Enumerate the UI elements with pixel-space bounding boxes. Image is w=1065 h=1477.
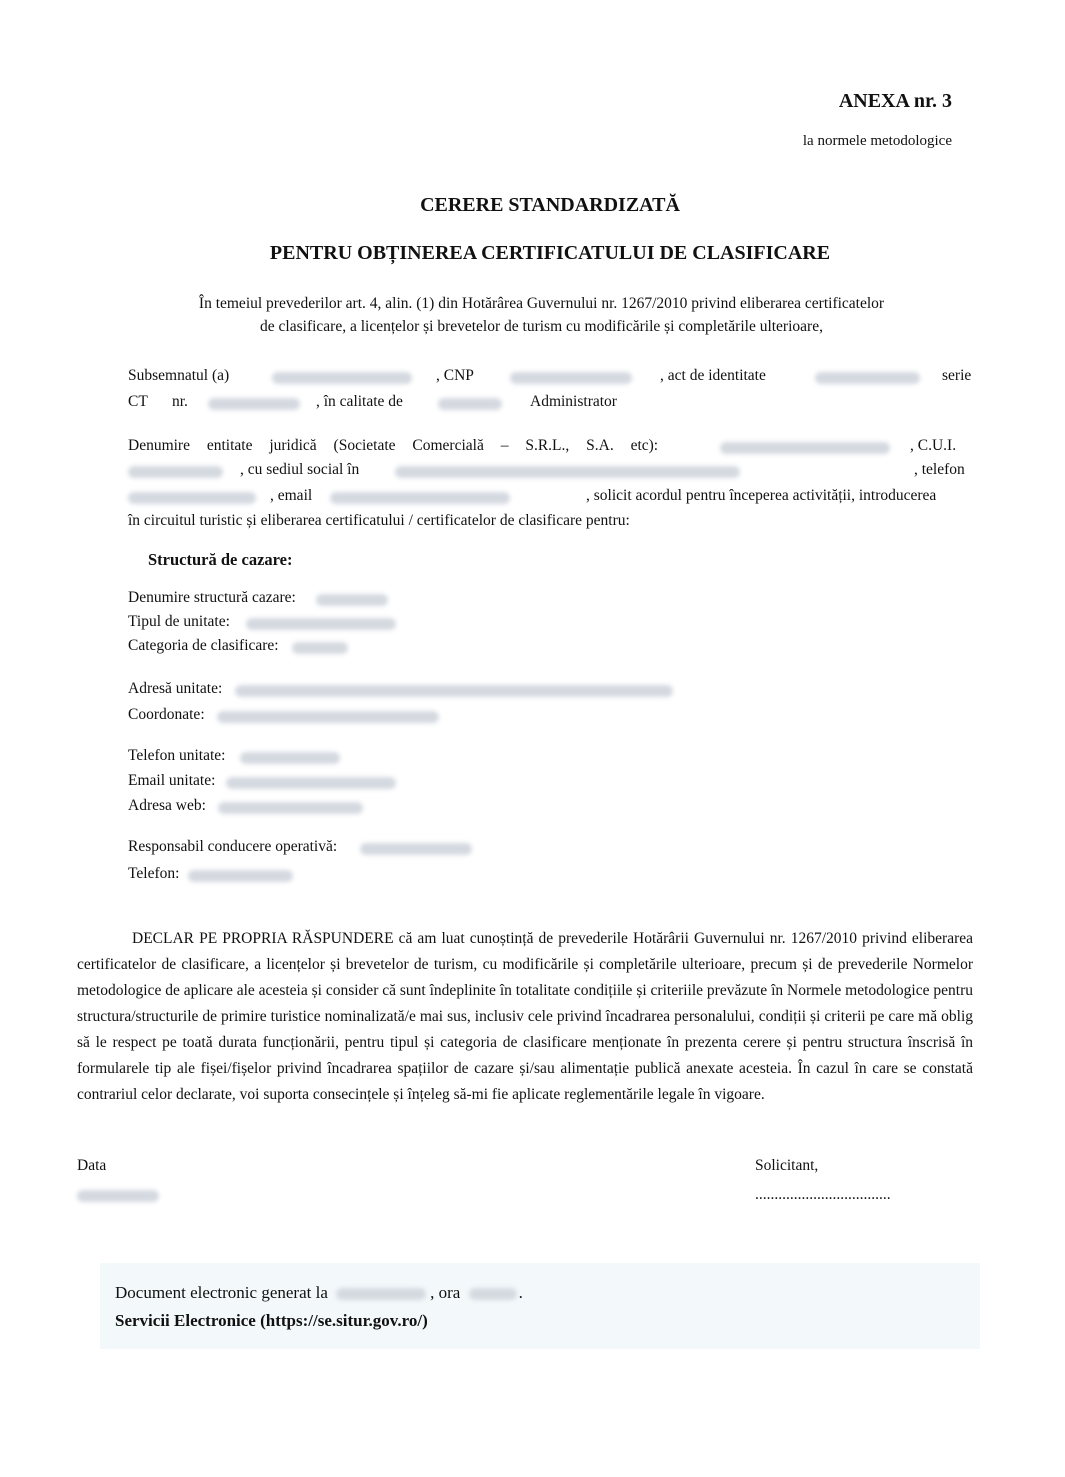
redacted-unit-email	[226, 777, 396, 789]
redacted-calitate	[438, 398, 502, 410]
role-value: Administrator	[530, 393, 617, 410]
redacted-date	[77, 1190, 159, 1202]
redacted-structure-name	[316, 594, 388, 606]
entity-label: Denumire entitate juridică (Societate Comercială – S.R.L., S.A. etc):	[128, 437, 659, 454]
generated-ora: , ora	[430, 1283, 461, 1302]
unit-phone-label: Telefon unitate:	[128, 747, 226, 764]
intro-line-2: de clasificare, a licențelor și brevetelor de turism cu modificările și completările ulterioare,	[260, 318, 823, 335]
redacted-sediu	[395, 466, 740, 478]
service-link[interactable]: Servicii Electronice (https://se.situr.gov.ro/)	[115, 1311, 428, 1330]
website-label: Adresa web:	[128, 797, 206, 814]
ct-label: CT	[128, 393, 148, 410]
redacted-nr	[208, 398, 300, 410]
declaration-paragraph: DECLAR PE PROPRIA RĂSPUNDERE că am luat cunoștință de prevederile Hotărârii Guvernului nr. 1267/2010 privind eliberarea certificatelor de clasificare, a licențelor și brevetelor de turism, cu modificările și completările ulterioare, precum și de prevederile Normelor metodologice de aplicare ale acesteia și consider că sunt îndeplinite în totalitate condițiile și criteriile prevăzute în Normele metodologice pentru structura/structurile de primire turistice nominalizată/e mai sus, inclusiv cele privind încadrarea personalului, condiții și criterii pe care mă oblig să le respect pe toată durata funcționării, pentru tipul și categoria de clasificare menționate în prezenta cerere și pentru structura înscrisă în formularele tip ale fișei/fișelor privind încadrarea spațiilor de cazare și/sau alimentație publică anexate acesteia. În cazul în care se constată contrariul celor declarate, voi suporta consecințele și înțeleg să-mi fie aplicate reglementările legale în vigoare.	[77, 930, 973, 1103]
redacted-email	[330, 492, 510, 504]
intro-paragraph	[0, 292, 1065, 338]
unit-type-label: Tipul de unitate:	[128, 613, 230, 630]
solicit-text: , solicit acordul pentru începerea activității, introducerea	[586, 487, 937, 504]
footer-box	[100, 1263, 980, 1349]
telefon-label: , telefon	[914, 461, 965, 478]
redacted-cnp	[510, 372, 632, 384]
structure-name-label: Denumire structură cazare:	[128, 589, 296, 606]
nr-label: nr.	[172, 393, 188, 410]
annex-number: ANEXA nr. 3	[838, 90, 952, 112]
sediu-label: , cu sediul social în	[240, 461, 360, 478]
generated-period: .	[518, 1283, 523, 1302]
redacted-generated-date	[336, 1288, 426, 1300]
redacted-address	[235, 685, 673, 697]
redacted-manager	[360, 843, 472, 855]
act-identitate-label: , act de identitate	[660, 367, 766, 384]
circuit-text: în circuitul turistic și eliberarea certificatului / certificatelor de clasificare pentru:	[128, 512, 630, 529]
serie-label: serie	[942, 367, 972, 384]
redacted-unit-phone	[240, 752, 340, 764]
manager-phone-label: Telefon:	[128, 865, 180, 882]
generated-prefix: Document electronic generat la	[115, 1283, 328, 1302]
redacted-entity	[720, 442, 890, 454]
redacted-manager-phone	[188, 870, 293, 882]
cnp-label: , CNP	[436, 367, 474, 384]
redacted-category	[292, 642, 348, 654]
email-label: , email	[270, 487, 313, 504]
operational-manager-label: Responsabil conducere operativă:	[128, 838, 338, 855]
generated-line	[115, 1283, 523, 1303]
redacted-telefon	[128, 492, 256, 504]
unit-email-label: Email unitate:	[128, 772, 216, 789]
redacted-unit-type	[246, 618, 396, 630]
redacted-name	[272, 372, 412, 384]
date-label: Data	[77, 1157, 107, 1174]
cui-label: , C.U.I.	[910, 437, 957, 454]
redacted-coordinates	[217, 711, 439, 723]
applicant-label: Solicitant,	[755, 1157, 819, 1174]
redacted-act	[815, 372, 920, 384]
classification-category-label: Categoria de clasificare:	[128, 637, 279, 654]
document-title: CERERE STANDARDIZATĂ	[420, 194, 680, 216]
redacted-generated-time	[469, 1288, 517, 1300]
calitate-label: , în calitate de	[316, 393, 403, 410]
signature-line: ...................................	[755, 1186, 891, 1203]
redacted-cui	[128, 466, 223, 478]
intro-line-1: În temeiul prevederilor art. 4, alin. (1) din Hotărârea Guvernului nr. 1267/2010 privind eliberarea certificatelor	[198, 295, 885, 312]
subsemnatul-label: Subsemnatul (a)	[128, 367, 230, 384]
unit-address-label: Adresă unitate:	[128, 680, 223, 697]
structure-section-title: Structură de cazare:	[148, 550, 293, 569]
redacted-website	[218, 802, 363, 814]
annex-subtitle: la normele metodologice	[802, 133, 952, 149]
coordinates-label: Coordonate:	[128, 706, 205, 723]
document-subtitle: PENTRU OBȚINEREA CERTIFICATULUI DE CLASIFICARE	[269, 242, 831, 264]
